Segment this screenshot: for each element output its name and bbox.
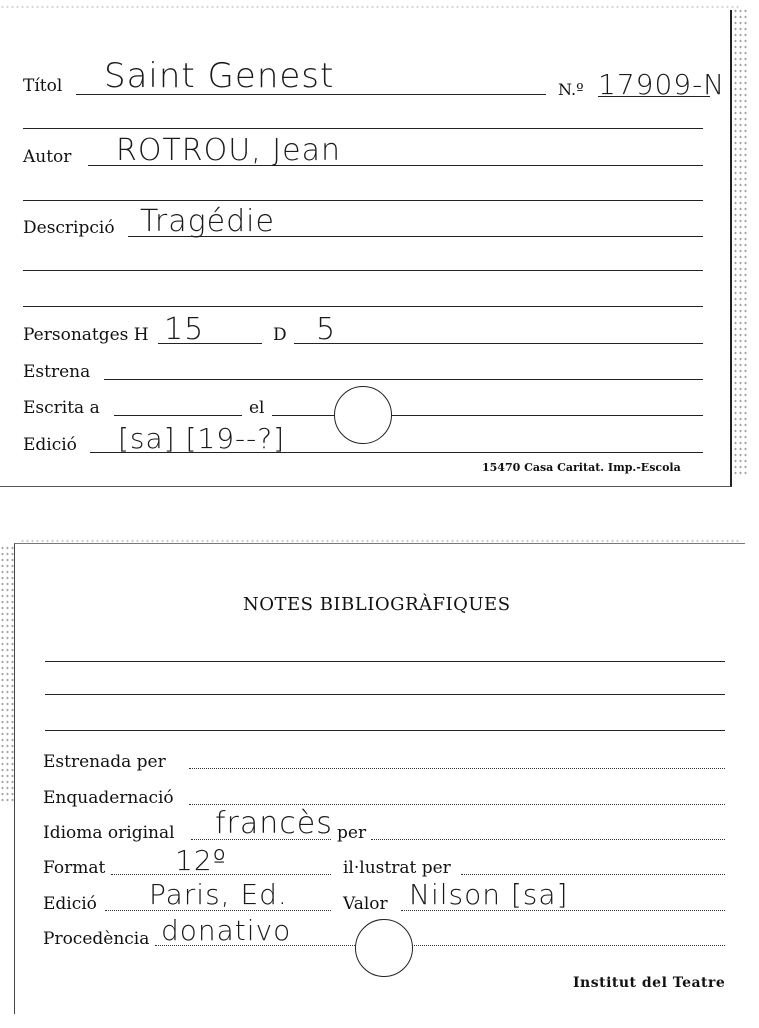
notes-title: NOTES BIBLIOGRÀFIQUES: [243, 594, 511, 615]
descripcio-value: Tragédie: [140, 204, 275, 239]
printer-imprint: 15470 Casa Caritat. Imp.-Escola: [482, 461, 681, 474]
descripcio-label: Descripció: [23, 218, 115, 238]
edicio2-value: Paris, Ed.: [149, 878, 288, 911]
format-value: 12º: [175, 844, 227, 877]
valor-value: Nilson [sa]: [409, 878, 569, 911]
autor-label: Autor: [23, 147, 72, 167]
titol-label: Títol: [23, 76, 63, 96]
autor-value: ROTROU, Jean: [116, 133, 341, 168]
format-label: Format: [43, 858, 106, 878]
procedencia-label: Procedència: [43, 929, 150, 949]
d-label: D: [273, 325, 287, 345]
h-value: 15: [164, 312, 205, 347]
titol-value: Saint Genest: [104, 56, 335, 96]
blank-line-3: [23, 270, 703, 271]
idioma-per-line: [371, 839, 725, 840]
institution-footer: Institut del Teatre: [573, 975, 726, 991]
idioma-per-label: per: [337, 823, 367, 843]
estrena-line: [104, 379, 703, 380]
estrenada-label: Estrenada per: [43, 752, 166, 772]
blank-line-2: [23, 200, 703, 201]
idioma-value: francès: [215, 806, 333, 841]
punch-hole-2: [355, 919, 413, 977]
d-line: [294, 343, 703, 344]
catalog-card-front: [0, 10, 732, 487]
procedencia-value: donativo: [161, 914, 292, 947]
enquadernacio-label: Enquadernació: [43, 788, 174, 808]
notes-line-3: [45, 730, 725, 731]
no-value: 17909-N: [598, 68, 726, 101]
idioma-label: Idioma original: [43, 823, 175, 843]
escrita-label: Escrita a: [23, 398, 100, 418]
blank-line-4: [23, 306, 703, 307]
notes-line-1: [45, 661, 725, 662]
valor-label: Valor: [343, 894, 388, 914]
edicio-label: Edició: [23, 435, 77, 455]
illustrat-label: il·lustrat per: [343, 858, 451, 878]
el-label: el: [249, 398, 265, 418]
edicio-value: [sa] [19--?]: [118, 422, 286, 455]
illustrat-line: [461, 874, 725, 875]
escrita-line: [114, 415, 242, 416]
d-value: 5: [316, 312, 337, 347]
estrena-label: Estrena: [23, 362, 91, 382]
no-label: N.º: [558, 80, 584, 99]
blank-line-1: [23, 128, 703, 129]
enquadernacio-line: [189, 804, 725, 805]
notes-line-2: [45, 694, 725, 695]
catalog-card-back: [14, 543, 745, 1014]
personatges-label: Personatges H: [23, 325, 149, 345]
edicio2-label: Edició: [43, 894, 97, 914]
punch-hole: [334, 386, 392, 444]
estrenada-line: [189, 768, 725, 769]
